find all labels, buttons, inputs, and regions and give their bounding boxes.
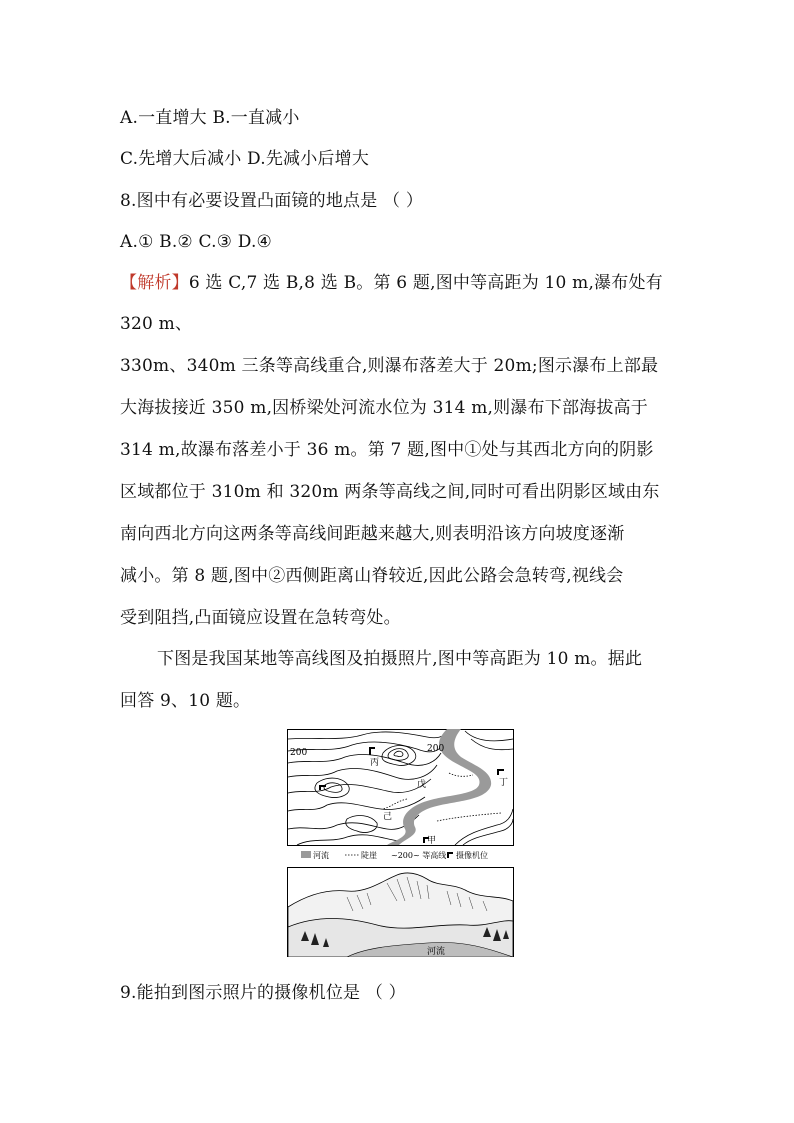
legend-cliff-label: 陡崖 — [361, 851, 377, 860]
intro-line-2: 回答 9、10 题。 — [120, 691, 251, 711]
option-c-d: C.先增大后减小 D.先减小后增大 — [120, 149, 370, 169]
analysis-line-9: 受到阻挡,凸面镜应设置在急转弯处。 — [120, 608, 401, 628]
contour-map-figure — [287, 729, 514, 865]
landscape-sketch — [287, 867, 514, 957]
analysis-line-4: 大海拔接近 350 m,因桥梁处河流水位为 314 m,则瀑布下部海拔高于 — [120, 398, 648, 418]
analysis-text-1: 6 选 C,7 选 B,8 选 B。第 6 题,图中等高距为 10 m,瀑布处有 — [188, 273, 663, 293]
place-label-bing: 丙 — [370, 758, 380, 768]
analysis-line-3: 330m、340m 三条等高线重合,则瀑布落差大于 20m;图示瀑布上部最 — [120, 356, 659, 376]
intro-line-1: 下图是我国某地等高线图及拍摄照片,图中等高距为 10 m。据此 — [157, 649, 643, 669]
analysis-line-2: 320 m、 — [120, 314, 193, 334]
analysis-line-7: 南向西北方向这两条等高线间距越来越大,则表明沿该方向坡度逐渐 — [120, 524, 625, 544]
landscape-photo-figure — [287, 867, 514, 957]
place-label-ding: 丁 — [499, 778, 509, 788]
place-label-wu: 戊 — [417, 780, 427, 790]
legend-contour-label: ~200~ 等高线 — [391, 851, 447, 860]
question-8: 8.图中有必要设置凸面镜的地点是 （ ） — [120, 191, 424, 211]
legend-camera-icon — [447, 852, 453, 858]
analysis-line-6: 区域都位于 310m 和 320m 两条等高线之间,同时可看出阴影区域由东 — [120, 482, 660, 502]
legend-river-swatch — [301, 851, 311, 858]
analysis-line-5: 314 m,故瀑布落差小于 36 m。第 7 题,图中①处与其西北方向的阴影 — [120, 440, 654, 460]
place-label-ji: 己 — [383, 812, 393, 822]
contour-map — [287, 729, 514, 865]
contour-label-right: 200 — [427, 744, 445, 754]
legend-river-label: 河流 — [313, 851, 329, 860]
analysis-line-8: 减小。第 8 题,图中②西侧距离山脊较近,因此公路会急转弯,视线会 — [120, 566, 624, 586]
analysis-line-1 — [120, 272, 663, 294]
place-label-jia: 甲 — [427, 836, 437, 846]
contour-label-left: 200 — [290, 748, 308, 758]
analysis-label: 【解析】 — [120, 273, 189, 293]
photo-river-label: 河流 — [427, 947, 446, 957]
question-8-options: A.① B.② C.③ D.④ — [120, 232, 272, 252]
option-a-b: A.一直增大 B.一直减小 — [120, 108, 300, 128]
legend-camera-label: 摄像机位 — [456, 851, 488, 860]
map-legend — [301, 850, 488, 860]
question-9: 9.能拍到图示照片的摄像机位是 （ ） — [120, 983, 406, 1003]
